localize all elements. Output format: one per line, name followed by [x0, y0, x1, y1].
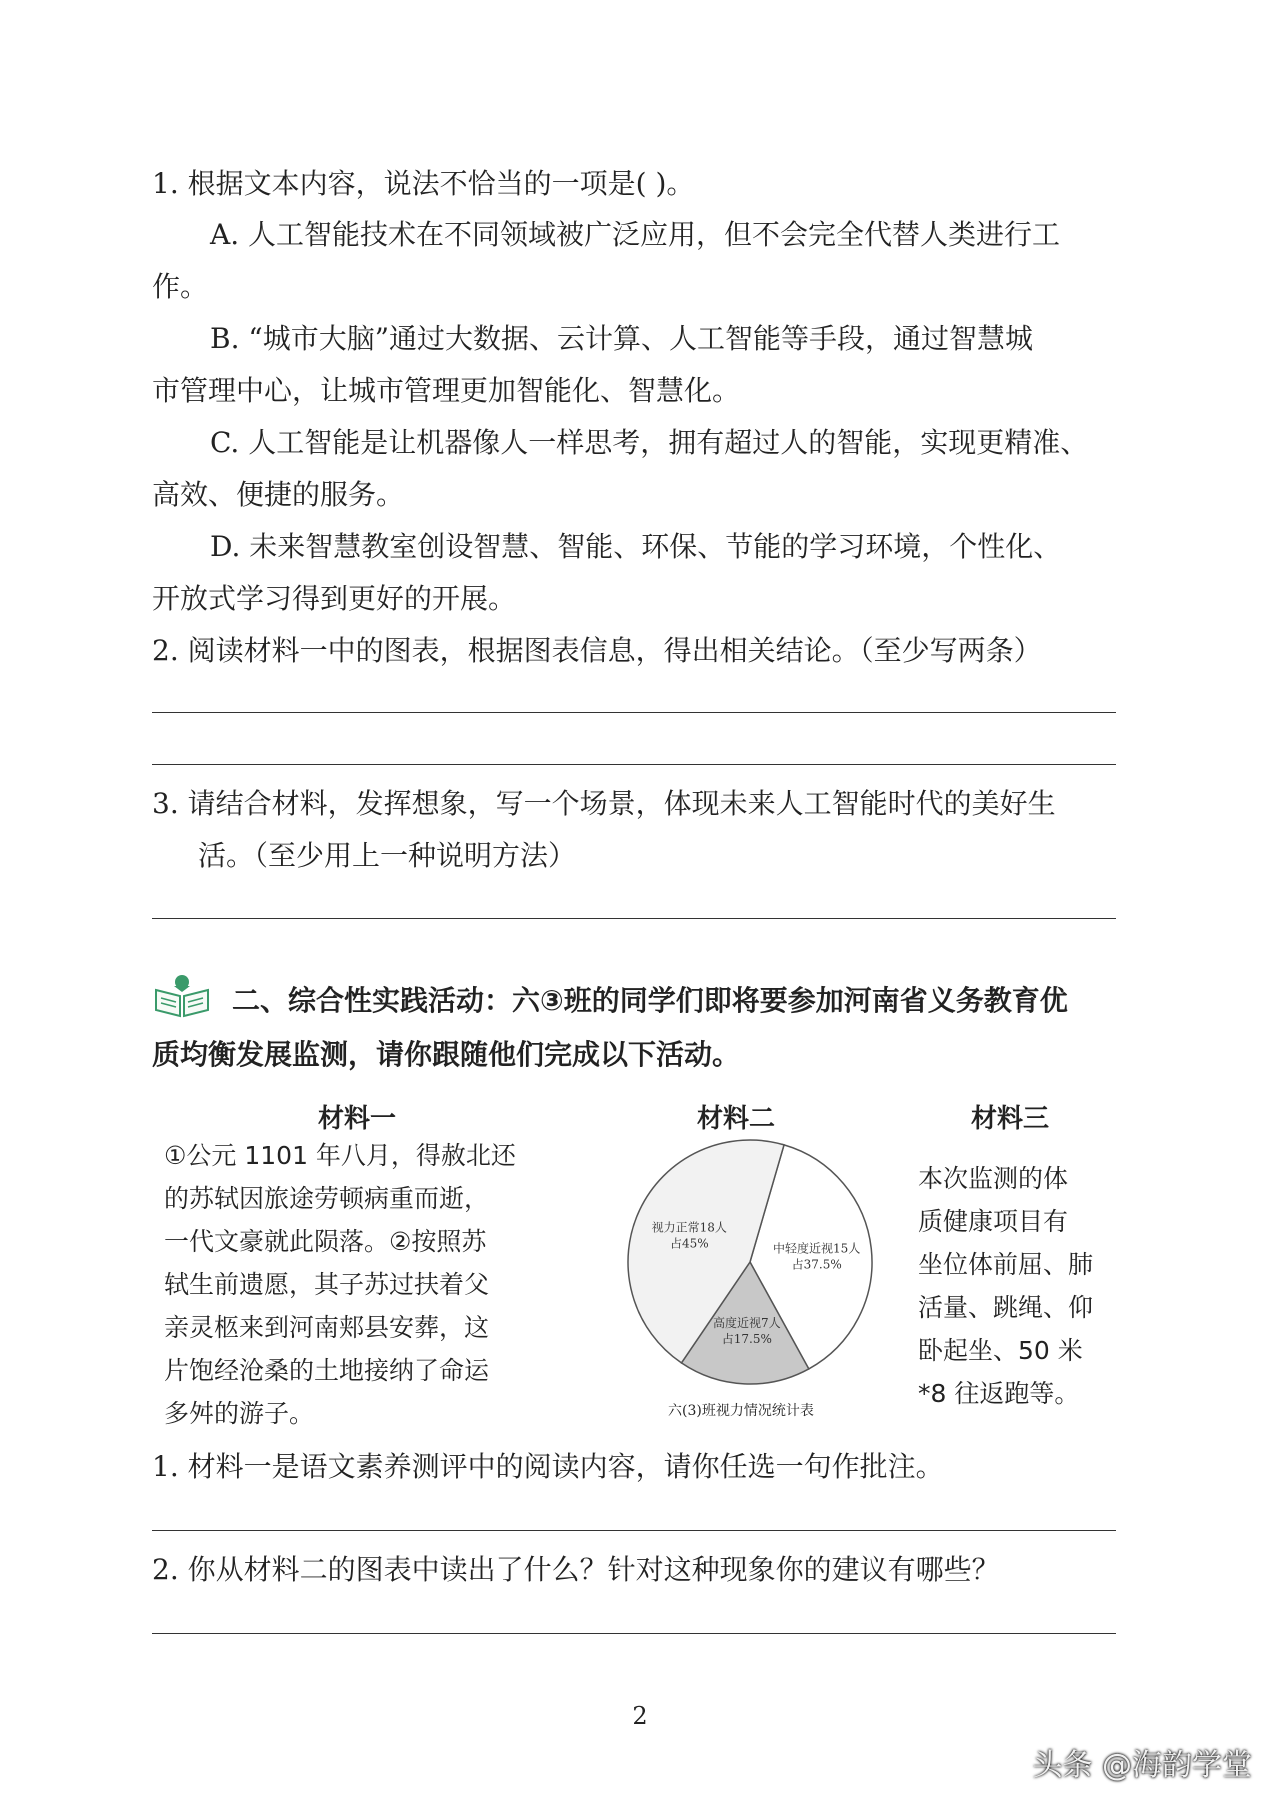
- q1-option-d-line1: D. 未来智慧教室创设智慧、智能、环保、节能的学习环境，个性化、: [210, 530, 1062, 563]
- material1-title: 材料一: [318, 1104, 397, 1134]
- q1-option-b-line2: 市管理中心，让城市管理更加智能化、智慧化。: [152, 374, 741, 407]
- q1-option-a-line2: 作。: [152, 270, 209, 303]
- part2-q1: 1. 材料一是语文素养测评中的阅读内容，请你任选一句作批注。: [152, 1450, 944, 1483]
- material3-line: *8 往返跑等。: [918, 1379, 1080, 1408]
- material1-line: ①公元 1101 年八月，得赦北还: [164, 1141, 516, 1170]
- material3-line: 卧起坐、50 米: [918, 1336, 1083, 1365]
- q2-stem: 2. 阅读材料一中的图表，根据图表信息，得出相关结论。（至少写两条）: [152, 634, 1042, 667]
- q1-option-c-line1: C. 人工智能是让机器像人一样思考，拥有超过人的智能，实现更精准、: [210, 426, 1089, 459]
- material2-title: 材料二: [697, 1104, 776, 1134]
- material1-line: 片饱经沧桑的土地接纳了命运: [164, 1356, 490, 1385]
- q3-stem-line2: 活。（至少用上一种说明方法）: [198, 839, 577, 872]
- q1-option-c-line2: 高效、便捷的服务。: [152, 478, 405, 511]
- pie-slice-percent: 占17.5%: [721, 1332, 772, 1347]
- material3-line: 本次监测的体: [918, 1164, 1069, 1193]
- answer-line[interactable]: [152, 764, 1116, 765]
- book-icon: [152, 972, 212, 1020]
- pie-slice-percent: 占45%: [669, 1236, 709, 1251]
- q1-option-b-line1: B. “城市大脑”通过大数据、云计算、人工智能等手段，通过智慧城: [210, 322, 1034, 355]
- pie-chart: [610, 1135, 890, 1435]
- answer-line[interactable]: [152, 712, 1116, 713]
- pie-slice-label: 视力正常18人: [651, 1220, 727, 1235]
- material3-line: 活量、跳绳、仰: [918, 1293, 1094, 1322]
- material3-title: 材料三: [971, 1104, 1050, 1134]
- material1-line: 一代文豪就此陨落。②按照苏: [164, 1227, 487, 1256]
- answer-line[interactable]: [152, 1530, 1116, 1531]
- material1-line: 多舛的游子。: [164, 1399, 315, 1428]
- pie-slice-label: 中轻度近视15人: [773, 1241, 861, 1256]
- answer-line[interactable]: [152, 918, 1116, 919]
- q1-stem: 1. 根据文本内容，说法不恰当的一项是( )。: [152, 167, 695, 200]
- material1-line: 的苏轼因旅途劳顿病重而逝，: [164, 1184, 490, 1213]
- q3-stem-line1: 3. 请结合材料，发挥想象，写一个场景，体现未来人工智能时代的美好生: [152, 787, 1056, 820]
- material1-line: 亲灵柩来到河南郏县安葬，这: [164, 1313, 490, 1342]
- material1-line: 轼生前遗愿，其子苏过扶着父: [164, 1270, 490, 1299]
- pie-slice-label: 高度近视7人: [713, 1316, 781, 1331]
- section2-title-line1: 二、综合性实践活动：六③班的同学们即将要参加河南省义务教育优: [232, 984, 1068, 1017]
- material3-line: 坐位体前屈、肺: [918, 1250, 1094, 1279]
- q1-option-a-line1: A. 人工智能技术在不同领域被广泛应用，但不会完全代替人类进行工: [210, 218, 1061, 251]
- pie-caption: 六(3)班视力情况统计表: [668, 1403, 814, 1419]
- pie-slice-percent: 占37.5%: [791, 1257, 842, 1272]
- page-number: 2: [632, 1702, 648, 1730]
- watermark: 头条 @海韵学堂: [1032, 1748, 1252, 1783]
- section2-title-line2: 质均衡发展监测，请你跟随他们完成以下活动。: [152, 1038, 741, 1071]
- answer-line[interactable]: [152, 1633, 1116, 1634]
- q1-option-d-line2: 开放式学习得到更好的开展。: [152, 582, 517, 615]
- material3-line: 质健康项目有: [918, 1207, 1069, 1236]
- part2-q2: 2. 你从材料二的图表中读出了什么？针对这种现象你的建议有哪些？: [152, 1553, 1000, 1586]
